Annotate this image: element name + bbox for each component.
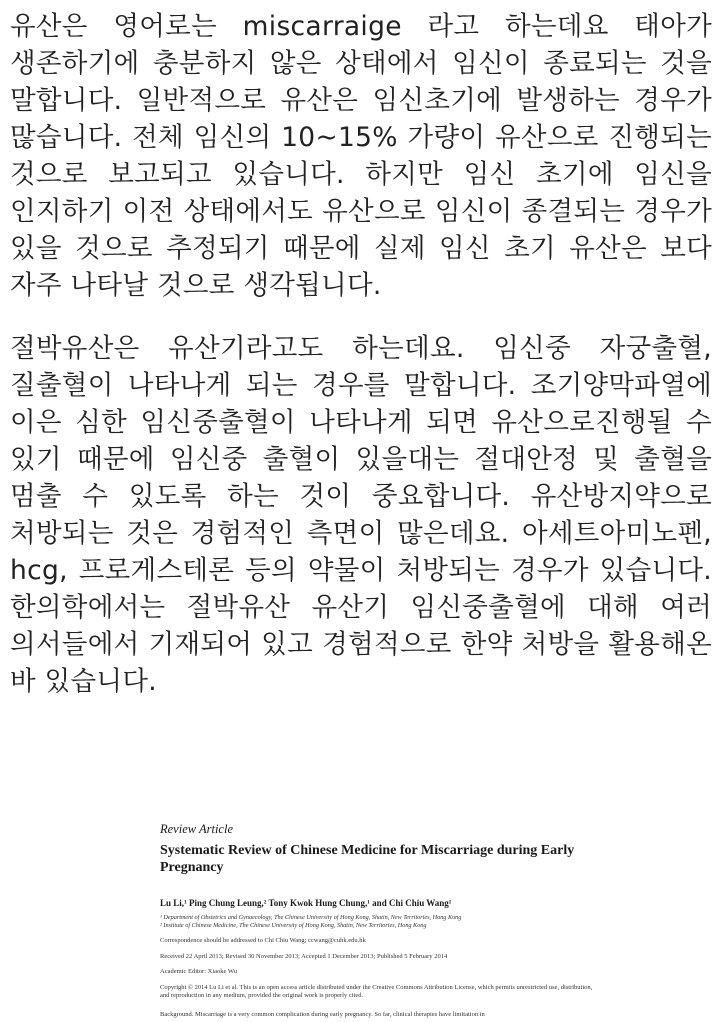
paper-dates: Received 22 April 2013; Revised 30 November 2013; Accepted 1 December 2013; Published 5 February 2014 — [160, 952, 448, 960]
paper-correspondence: Correspondence should be addressed to Chi Chiu Wang; ccwang@cuhk.edu.hk — [160, 937, 366, 944]
article-body — [10, 8, 712, 700]
paper-title: Systematic Review of Chinese Medicine for Miscarriage during Early Pregnancy — [160, 843, 575, 875]
paper-authors: Lu Li,¹ Ping Chung Leung,² Tony Kwok Hung Chung,¹ and Chi Chiu Wang¹ — [160, 898, 452, 908]
paper-affiliation-2: ² Institute of Chinese Medicine, The Chinese University of Hong Kong, Shatin, New Territories, Hong Kong — [160, 922, 427, 929]
paper-page — [160, 822, 600, 1019]
paragraph-threatened-miscarriage: 절박유산은 유산기라고도 하는데요. 임신중 자궁출혈, 질출혈이 나타나게 되는 경우를 말합니다. 조기양막파열에 이은 심한 임신중출혈이 나타나게 되면 유산으로진행될 수 있기 때문에 임신중 출혈이 있을대는 절대안정 및 출혈을 멈출 수 있도록 하는 것이 중요합니다. 유산방지약으로 처방되는 것은 경험적인 측면이 많은데요. 아세트아미노펜, hcg, 프로게스테론 등의 약물이 처방되는 경우가 있습니다. 한의학에서는 절박유산 유산기 임신중출혈에 대해 여러 의서들에서 기재되어 있고 경험적으로 한약 처방을 활용해온 바 있습니다. — [10, 333, 712, 697]
paper-screenshot-image — [140, 812, 720, 1022]
paper-article-type: Review Article — [160, 822, 234, 836]
paragraph-miscarriage-definition: 유산은 영어로는 miscarraige 라고 하는데요 태아가 생존하기에 충분하지 않은 상태에서 임신이 종료되는 것을 말합니다. 일반적으로 유산은 임신초기에 발생하는 경우가 많습니다. 전체 임신의 10~15% 가량이 유산으로 진행되는 것으로 보고되고 있습니다. 하지만 임신 초기에 임신을 인지하기 이전 상태에서도 유산으로 임신이 종결되는 경우가 있을 것으로 추정되기 때문에 실제 임신 초기 유산은 보다 자주 나타날 것으로 생각됩니다. — [10, 11, 712, 301]
paper-abstract-start: Background. Miscarriage is a very common complication during early pregnancy. So far, clinical therapies have limitation in — [160, 1010, 485, 1018]
paper-affiliation-1: ¹ Department of Obstetrics and Gynaecology, The Chinese University of Hong Kong, Shatin, New Territories, Hong Kong — [160, 914, 462, 921]
paper-copyright: Copyright © 2014 Lu Li et al. This is an open access article distributed under the Creative Commons Attribution License, which permits unrestricted use, distribution, and reproduction in any medium, provided the original work is properly cited. — [160, 983, 593, 999]
paper-editor: Academic Editor: Xiaoke Wu — [160, 968, 238, 975]
